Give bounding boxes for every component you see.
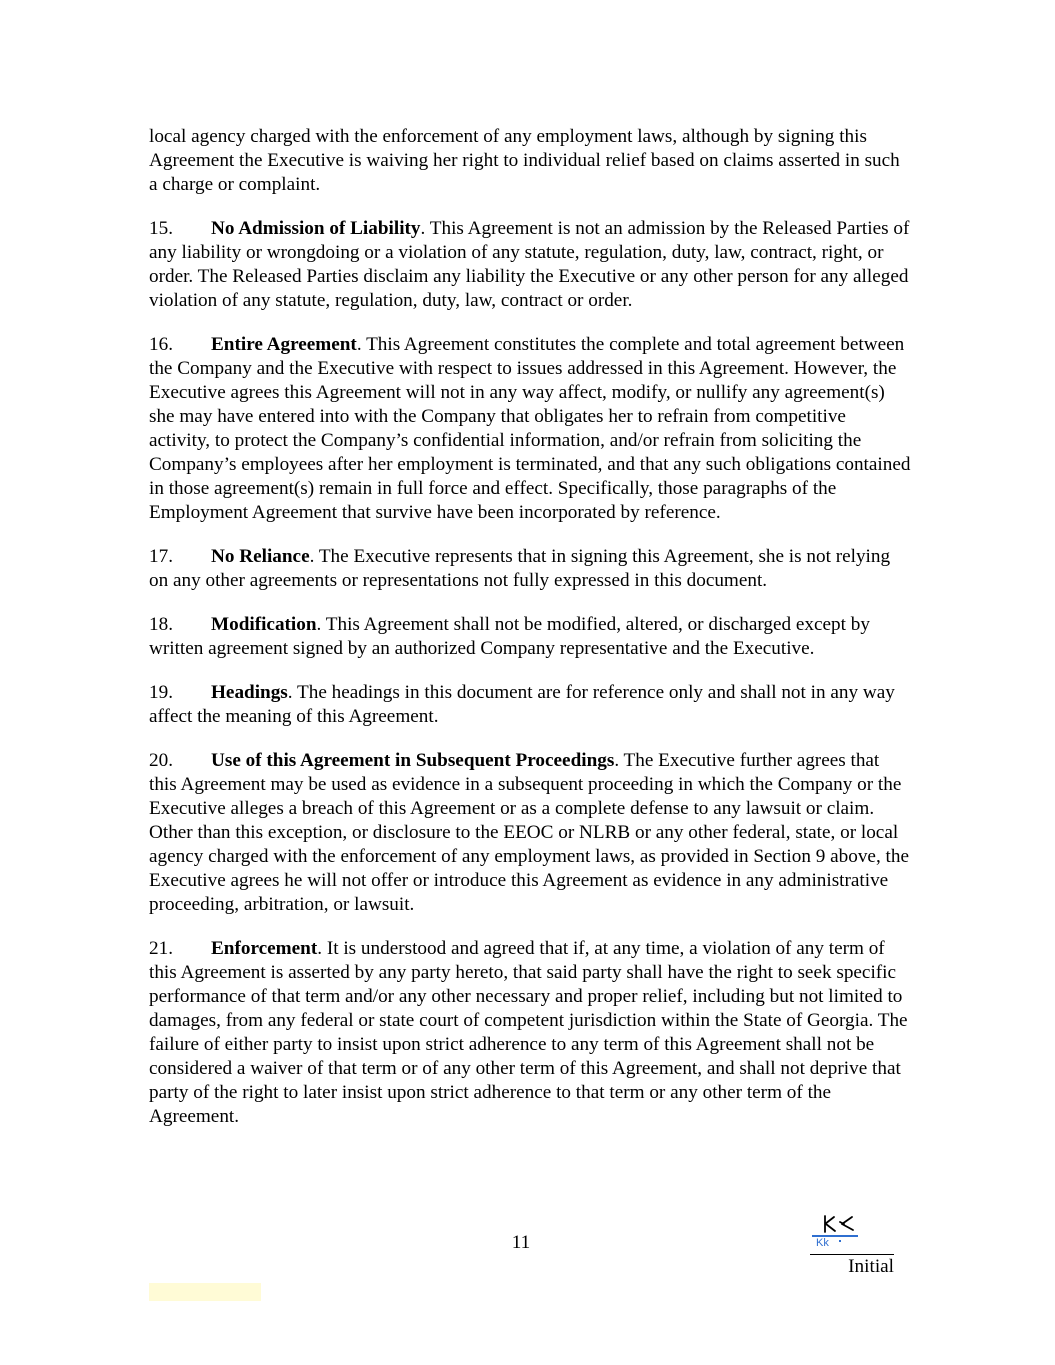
section-heading: No Reliance [211, 546, 310, 567]
section-number: 18. [149, 614, 173, 635]
highlight-mark [149, 1283, 261, 1301]
section-text: . The headings in this document are for reference only and shall not in any way affect the meaning of this Agreement. [149, 682, 895, 727]
section-number: 16. [149, 334, 173, 355]
initial-block [810, 1212, 894, 1282]
section-20 [149, 749, 911, 917]
initial-signature [816, 1212, 860, 1236]
document-body [149, 125, 911, 1149]
page-number: 11 [511, 1232, 531, 1253]
section-number: 19. [149, 682, 173, 703]
section-17 [149, 545, 911, 593]
initial-line [810, 1254, 894, 1255]
section-heading: No Admission of Liability [211, 218, 421, 239]
continuation-paragraph: local agency charged with the enforcement of any employment laws, although by signing this Agreement the Executive is waiving her right to individual relief based on claims asserted in such a charge or complaint. [149, 126, 900, 195]
initial-stamp-text: Kk [816, 1237, 829, 1249]
section-number: 17. [149, 546, 173, 567]
section-heading: Modification [211, 614, 317, 635]
section-number: 15. [149, 218, 173, 239]
section-number: 20. [149, 750, 173, 771]
section-heading: Headings [211, 682, 288, 703]
stamp-dot [839, 1240, 841, 1242]
section-heading: Enforcement [211, 938, 318, 959]
section-19 [149, 681, 911, 729]
initial-label: Initial [848, 1256, 894, 1277]
section-15 [149, 217, 911, 313]
section-text: . This Agreement constitutes the complete and total agreement between the Company and the Executive with respect to issues addressed in this Agreement. However, the Executive agrees this Agreement will not in any way affect, modify, or nullify any agreement(s) she may have entered into with the Company that obligates her to refrain from competitive activity, to protect the Company’s confidential information, and/or refrain from soliciting the Company’s employees after her employment is terminated, and that any such obligations contained in those agreement(s) remain in full force and effect. Specifically, those paragraphs of the Employment Agreement that survive have been incorporated by reference. [149, 334, 911, 523]
section-text: . It is understood and agreed that if, at any time, a violation of any term of this Agreement is asserted by any party hereto, that said party shall have the right to seek specific performance of that term and/or any other necessary and proper relief, including but not limited to damages, from any federal or state court of competent jurisdiction within the State of Georgia. The failure of either party to insist upon strict adherence to any term of this Agreement shall not be considered a waiver of that term or of any other term of this Agreement, and shall not deprive that party of the right to later insist upon strict adherence to that term or any other term of the Agreement. [149, 938, 908, 1127]
section-21 [149, 937, 911, 1129]
section-heading: Use of this Agreement in Subsequent Proceedings [211, 750, 615, 771]
section-number: 21. [149, 938, 173, 959]
section-text: . This Agreement is not an admission by the Released Parties of any liability or wrongdoing or a violation of any statute, regulation, duty, law, contract, right, or order. The Released Parties disclaim any liability the Executive or any other person for any alleged violation of any statute, regulation, duty, law, contract or order. [149, 218, 910, 311]
section-heading: Entire Agreement [211, 334, 357, 355]
section-text: . The Executive represents that in signing this Agreement, she is not relying on any other agreements or representations not fully expressed in this document. [149, 546, 891, 591]
section-18 [149, 613, 911, 661]
section-16 [149, 333, 911, 525]
section-text: . The Executive further agrees that this Agreement may be used as evidence in a subsequent proceeding in which the Company or the Executive alleges a breach of this Agreement or as a complete defense to any lawsuit or claim. Other than this exception, or disclosure to the EEOC or NLRB or any other federal, state, or local agency charged with the enforcement of any employment laws, as provided in Section 9 above, the Executive agrees he will not offer or introduce this Agreement as evidence in any administrative proceeding, arbitration, or lawsuit. [149, 750, 909, 915]
section-text: . This Agreement shall not be modified, altered, or discharged except by written agreement signed by an authorized Company representative and the Executive. [149, 614, 870, 659]
